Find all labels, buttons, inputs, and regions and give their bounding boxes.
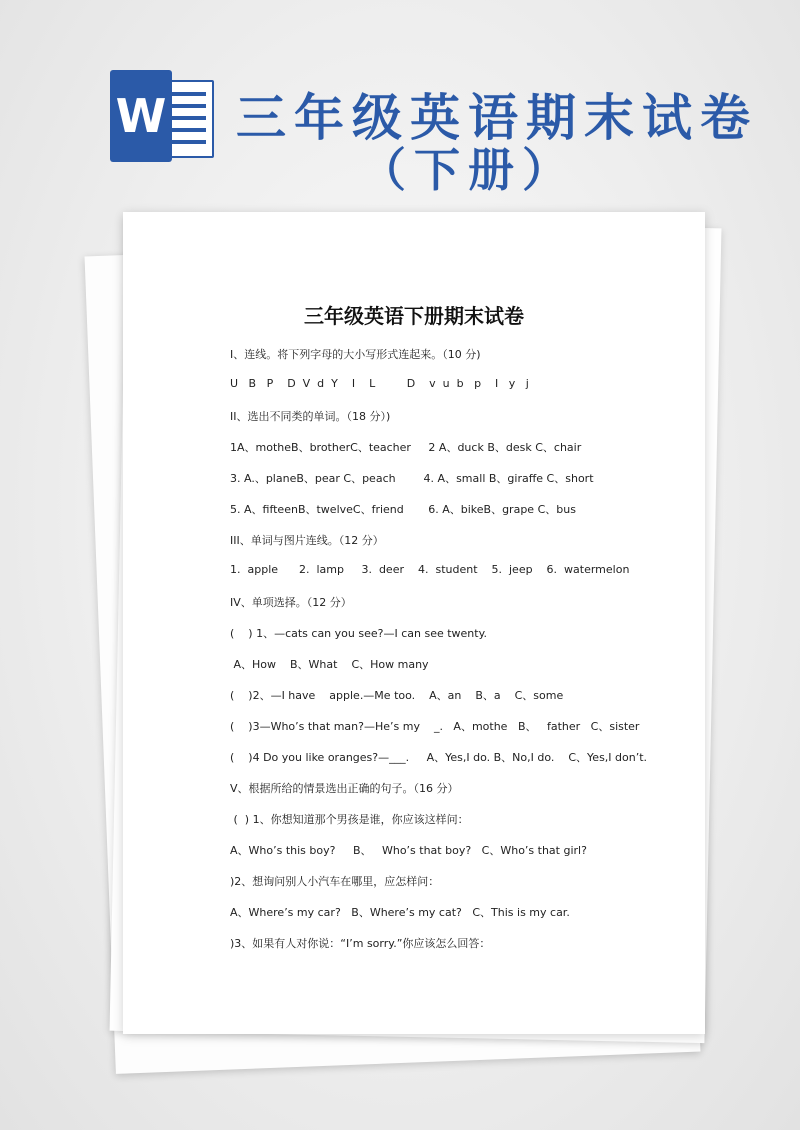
- doc-line: 1A、motheB、brotherC、teacher 2 A、duck B、desk C、chair: [230, 441, 582, 454]
- document-title: 三年级英语下册期末试卷: [304, 304, 524, 328]
- doc-line: )3、如果有人对你说：“I’m sorry.”你应该怎么回答：: [230, 937, 491, 950]
- doc-line: V、根据所给的情景选出正确的句子。（16 分）: [230, 782, 459, 795]
- doc-line: IV、单项选择。（12 分）: [230, 596, 352, 609]
- doc-line: 1. apple 2. lamp 3. deer 4. student 5. jeep 6. watermelon: [230, 563, 630, 576]
- doc-line: )2、想询问别人小汽车在哪里，应怎样问：: [230, 875, 440, 888]
- doc-line: ( )4 Do you like oranges?—___. A、Yes,I do. B、No,I do. C、Yes,I don’t.: [230, 751, 648, 764]
- doc-line: ( ) 1、你想知道那个男孩是谁，你应该这样问：: [230, 813, 469, 826]
- doc-line: ( ) 1、—cats can you see?—I can see twenty.: [230, 627, 488, 640]
- word-app-icon: [110, 70, 214, 162]
- doc-line: U B P D V d Y I L D v u b p I y j: [230, 377, 529, 390]
- banner-subtitle: （下册）: [360, 143, 576, 197]
- doc-line: III、单词与图片连线。（12 分）: [230, 534, 384, 547]
- document-page: [123, 212, 705, 1034]
- doc-line: ( )2、—I have apple.—Me too. A、an B、a C、some: [230, 689, 564, 702]
- banner-title: 三年级英语期末试卷: [236, 89, 758, 147]
- doc-line: A、Where’s my car? B、Where’s my cat? C、This is my car.: [230, 906, 570, 919]
- doc-line: I、连线。将下列字母的大小写形式连起来。（10 分): [230, 348, 481, 361]
- word-letter-badge: W: [110, 70, 172, 162]
- doc-line: 3. A.、planeB、pear C、peach 4. A、small B、giraffe C、short: [230, 472, 594, 485]
- doc-line: A、How B、What C、How many: [230, 658, 429, 671]
- doc-line: 5. A、fifteenB、twelveC、friend 6. A、bikeB、grape C、bus: [230, 503, 576, 516]
- doc-line: II、选出不同类的单词。（18 分）): [230, 410, 391, 423]
- doc-line: A、Who’s this boy? B、 Who’s that boy? C、Who’s that girl?: [230, 844, 587, 857]
- doc-line: ( )3—Who’s that man?—He’s my _. A、mothe B、 father C、sister: [230, 720, 640, 733]
